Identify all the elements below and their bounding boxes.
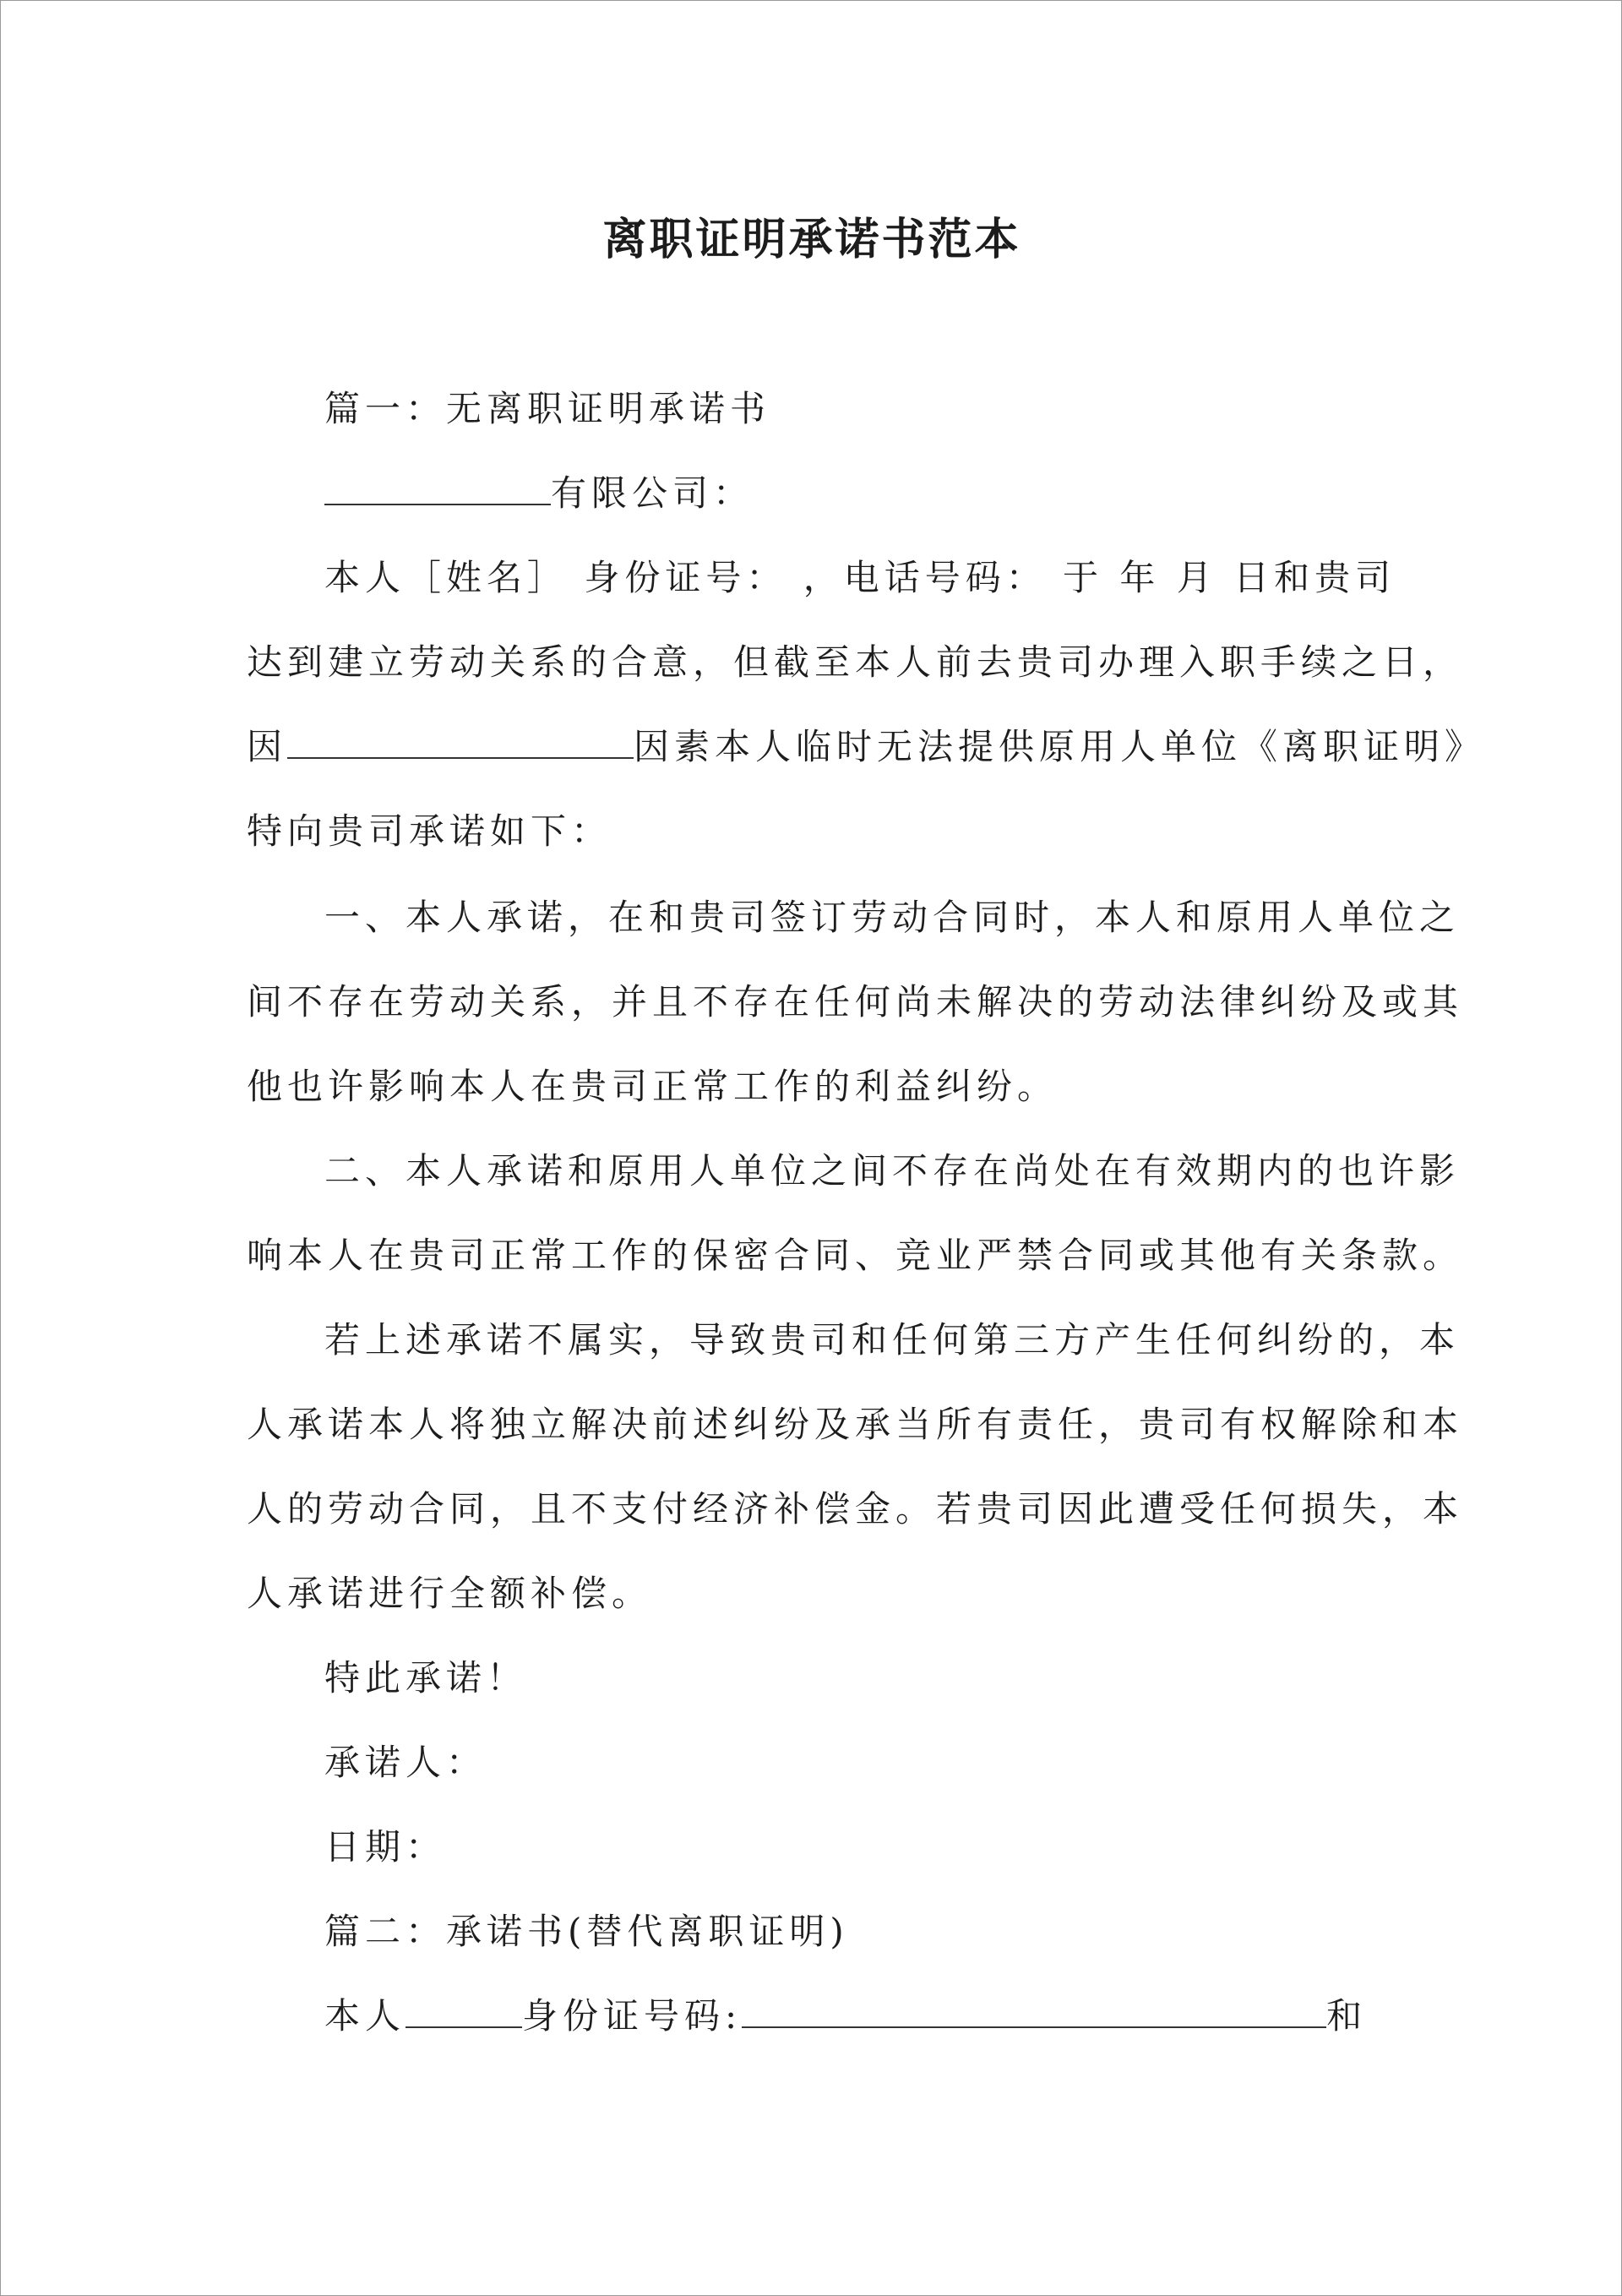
para2-line3: 他也许影响本人在贵司正常工作的利益纠纷。 — [247, 1066, 1059, 1107]
addressee-suffix: 有限公司： — [551, 472, 754, 514]
para1-line2: 达到建立劳动关系的合意，但截至本人前去贵司办理入职手续之日， — [247, 641, 1464, 683]
para1-line1: 本人［姓名］ 身份证号： ，电话号码： 于 年 月 日和贵司 — [324, 557, 1396, 598]
para2-line2: 间不存在劳动关系，并且不存在任何尚未解决的劳动法律纠纷及或其 — [247, 981, 1464, 1023]
name-blank — [406, 1991, 522, 2028]
id-number-blank — [742, 1991, 1326, 2028]
para3-line1: 二、本人承诺和原用人单位之间不存在尚处在有效期内的也许影 — [324, 1150, 1461, 1192]
para2-line1: 一、本人承诺，在和贵司签订劳动合同时，本人和原用人单位之 — [324, 897, 1461, 938]
reason-prefix: 因 — [247, 726, 288, 767]
signer-label: 承诺人： — [324, 1742, 487, 1783]
para4-line3: 人的劳动合同，且不支付经济补偿金。若贵司因此遭受任何损失，本 — [247, 1488, 1464, 1530]
line1-suffix: 和 — [1326, 1995, 1368, 2037]
self-prefix: 本人 — [324, 1995, 406, 2037]
addressee-line — [324, 468, 754, 519]
reason-suffix: 因素本人临时无法提供原用人单位《离职证明》 — [634, 726, 1486, 767]
date-label: 日期： — [324, 1826, 447, 1868]
para4-line1: 若上述承诺不属实，导致贵司和任何第三方产生任何纠纷的，本 — [324, 1319, 1461, 1361]
section2-line1 — [324, 1991, 1367, 2042]
reason-blank — [287, 722, 634, 759]
closing-text: 特此承诺！ — [324, 1657, 528, 1699]
para4-line2: 人承诺本人将独立解决前述纠纷及承当所有责任，贵司有权解除和本 — [247, 1404, 1464, 1445]
para1-line3 — [247, 722, 1485, 772]
section2-heading: 篇二：承诺书(替代离职证明) — [324, 1911, 849, 1952]
para3-line2: 响本人在贵司正常工作的保密合同、竞业严禁合同或其他有关条款。 — [247, 1235, 1464, 1276]
para4-line4: 人承诺进行全额补偿。 — [247, 1573, 653, 1614]
section1-heading: 篇一：无离职证明承诺书 — [324, 388, 771, 429]
id-number-label: 身份证号码: — [522, 1995, 743, 2037]
document-title: 离职证明承诺书范本 — [602, 214, 1021, 265]
para1-line4: 特向贵司承诺如下： — [247, 810, 612, 852]
company-name-blank — [324, 468, 551, 505]
